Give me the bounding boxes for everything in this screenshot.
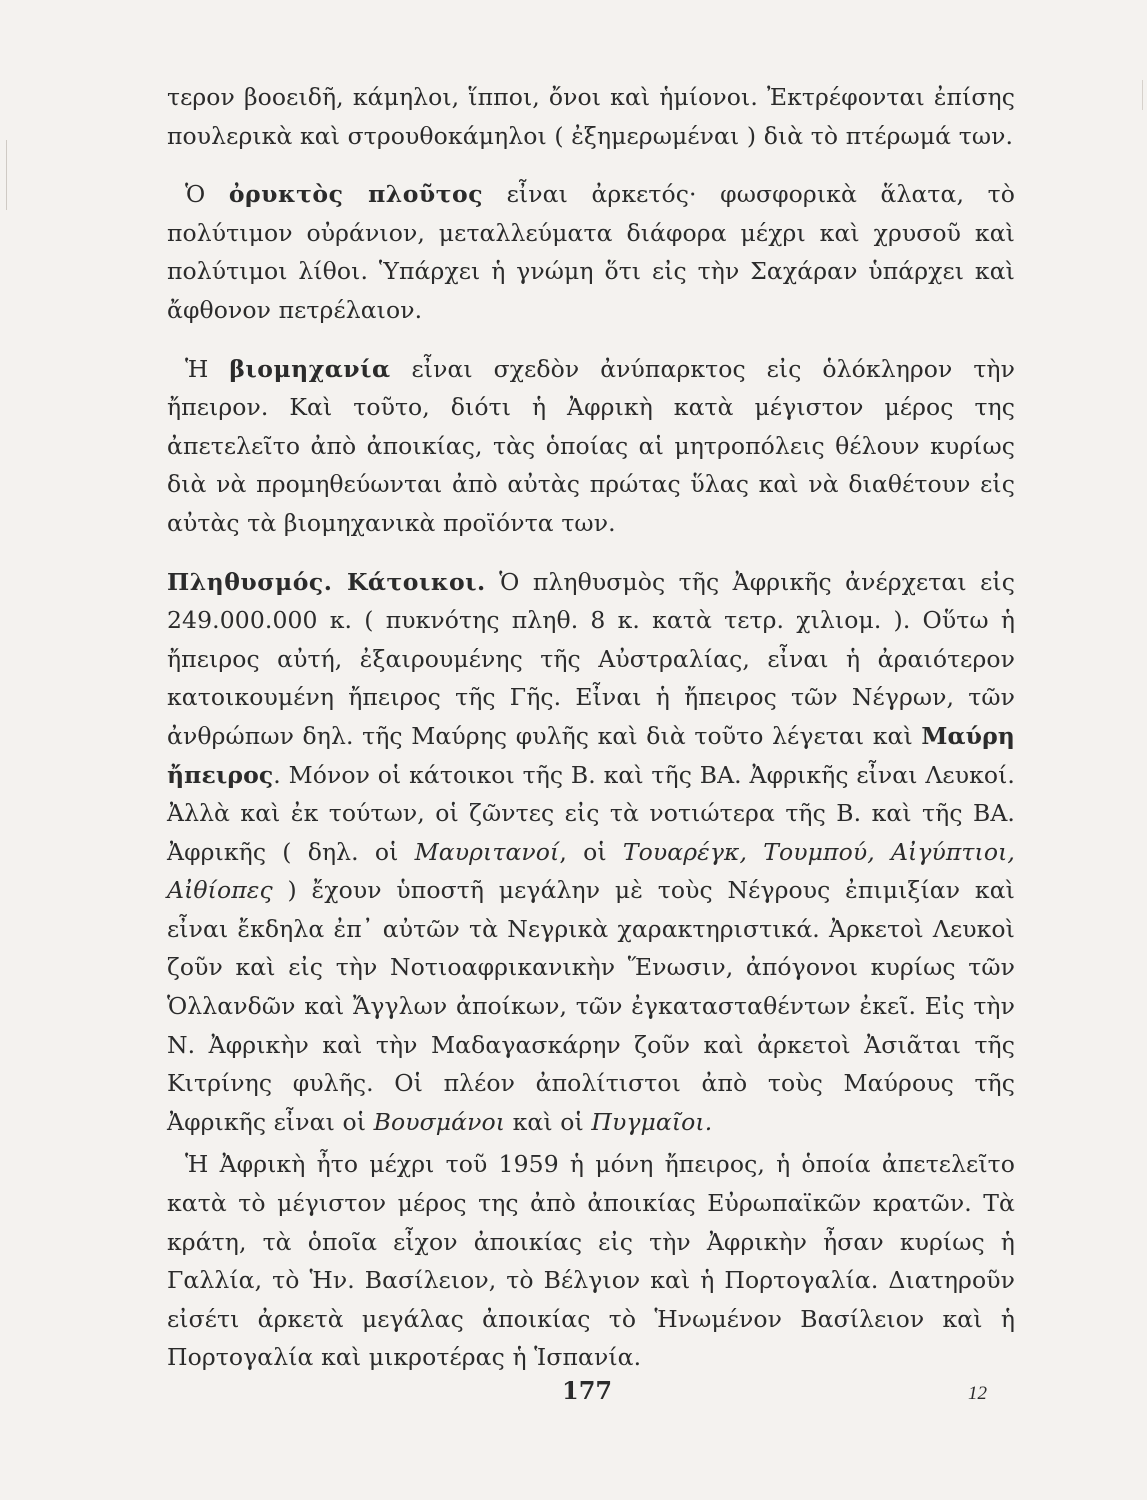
- page-edge-mark: [0, 140, 7, 210]
- heading-mineral-wealth: ὀρυκτὸς πλοῦτος: [228, 180, 484, 209]
- term-mauritanians: Μαυριτανοί: [414, 837, 560, 866]
- term-bushmen: Βουσμάνοι: [373, 1107, 506, 1136]
- term-black-continent: Μαύρη ἤπειρος: [167, 721, 1015, 789]
- paragraph-colonies: Ἡ Ἀφρικὴ ἦτο μέχρι τοῦ 1959 ἡ μόνη ἤπειρος, ἡ ὁποία ἀπετελεῖτο κατὰ τὸ μέγιστον μέρος της ἀπὸ ἀποικίας Εὐρωπαϊκῶν κρατῶν. Τὰ κράτη, τὰ ὁποῖα εἶχον ἀποικίας εἰς τὴν Ἀφρικὴν ἦσαν κυρίως ἡ Γαλλία, τὸ Ἡν. Βασίλειον, τὸ Βέλγιον καὶ ἡ Πορτογαλία. Διατηροῦν εἰσέτι ἀρκετὰ μεγάλας ἀποικίας τὸ Ἡνωμένον Βασίλειον καὶ ἡ Πορτογαλία καὶ μικροτέρας ἡ Ἱσπανία.: [167, 1150, 1015, 1372]
- paragraph-mineral-wealth: Ὁ ὀρυκτὸς πλοῦτος εἶναι ἀρκετός· φωσφορικὰ ἅλατα, τὸ πολύτιμον οὐράνιον, μεταλλεύματα διάφορα μέχρι καὶ χρυσοῦ καὶ πολύτιμοι λίθοι. Ὑπάρχει ἡ γνώμη ὅτι εἰς τὴν Σαχάραν ὑπάρχει καὶ ἄφθονον πετρέλαιον.: [167, 180, 1015, 324]
- body-text: [167, 78, 1015, 1377]
- paragraph-population: Πληθυσμός. Κάτοικοι. Ὁ πληθυσμὸς τῆς Ἀφρικῆς ἀνέρχεται εἰς 249.000.000 κ. ( πυκνότης πληθ. 8 κ. κατὰ τετρ. χιλιομ. ). Οὕτω ἡ ἤπειρος αὐτή, ἐξαιρουμένης τῆς Αὐστραλίας, εἶναι ἡ ἀραιότερον κατοικουμένη ἤπειρος τῆς Γῆς. Εἶναι ἡ ἤπειρος τῶν Νέγρων, τῶν ἀνθρώπων δηλ. τῆς Μαύρης φυλῆς καὶ διὰ τοῦτο λέγεται καὶ Μαύρη ἤπειρος. Μόνον οἱ κάτοικοι τῆς Β. καὶ τῆς ΒΑ. Ἀφρικῆς εἶναι Λευκοί. Ἀλλὰ καὶ ἐκ τούτων, οἱ ζῶντες εἰς τὰ νοτιώτερα τῆς Β. καὶ τῆς ΒΑ. Ἀφρικῆς ( δηλ. οἱ Μαυριτανοί, οἱ Τουαρέγκ, Τουμπού, Αἰγύπτιοι, Αἰθίοπες ) ἔχουν ὑποστῆ μεγάλην μὲ τοὺς Νέγρους ἐπιμιξίαν καὶ εἶναι ἔκδηλα ἐπ᾽ αὐτῶν τὰ Νεγρικὰ χαρακτηριστικά. Ἀρκετοὶ Λευκοὶ ζοῦν καὶ εἰς τὴν Νοτιοαφρικανικὴν Ἕνωσιν, ἀπόγονοι κυρίως τῶν Ὁλλανδῶν καὶ Ἄγγλων ἀποίκων, τῶν ἐγκατασταθέντων ἐκεῖ. Εἰς τὴν Ν. Ἀφρικὴν καὶ τὴν Μαδαγασκάρην ζοῦν καὶ ἀρκετοὶ Ἀσιᾶται τῆς Κιτρίνης φυλῆς. Οἱ πλέον ἀπολίτιστοι ἀπὸ τοὺς Μαύρους τῆς Ἀφρικῆς εἶναι οἱ Βουσμάνοι καὶ οἱ Πυγμαῖοι.: [167, 567, 1015, 1136]
- page-edge-mark: [1142, 80, 1147, 110]
- heading-industry: βιομηχανία: [229, 354, 391, 383]
- paragraph-livestock: τερον βοοειδῆ, κάμηλοι, ἵπποι, ὄνοι καὶ ἡμίονοι. Ἐκτρέφονται ἐπίσης πουλερικὰ καὶ στρουθοκάμηλοι ( ἐξημερωμέναι ) διὰ τὸ πτέρωμά των.: [167, 83, 1015, 150]
- term-pygmies: Πυγμαῖοι.: [591, 1107, 713, 1136]
- printer-signature-mark: 12: [968, 1383, 987, 1404]
- page-number: 177: [562, 1376, 613, 1405]
- term-peoples: Τουαρέγκ, Τουμπού, Αἰγύπτιοι, Αἰθίοπες: [167, 837, 1015, 905]
- paragraph-industry: Ἡ βιομηχανία εἶναι σχεδὸν ἀνύπαρκτος εἰς ὁλόκληρον τὴν ἤπειρον. Καὶ τοῦτο, διότι ἡ Ἀφρικὴ κατὰ μέγιστον μέρος της ἀπετελεῖτο ἀπὸ ἀποικίας, τὰς ὁποίας αἱ μητροπόλεις θέλουν κυρίως διὰ νὰ προμηθεύωνται ἀπὸ αὐτὰς πρώτας ὕλας καὶ νὰ διαθέτουν εἰς αὐτὰς τὰ βιομηχανικὰ προϊόντα των.: [167, 354, 1015, 537]
- heading-population: Πληθυσμός. Κάτοικοι.: [167, 567, 486, 596]
